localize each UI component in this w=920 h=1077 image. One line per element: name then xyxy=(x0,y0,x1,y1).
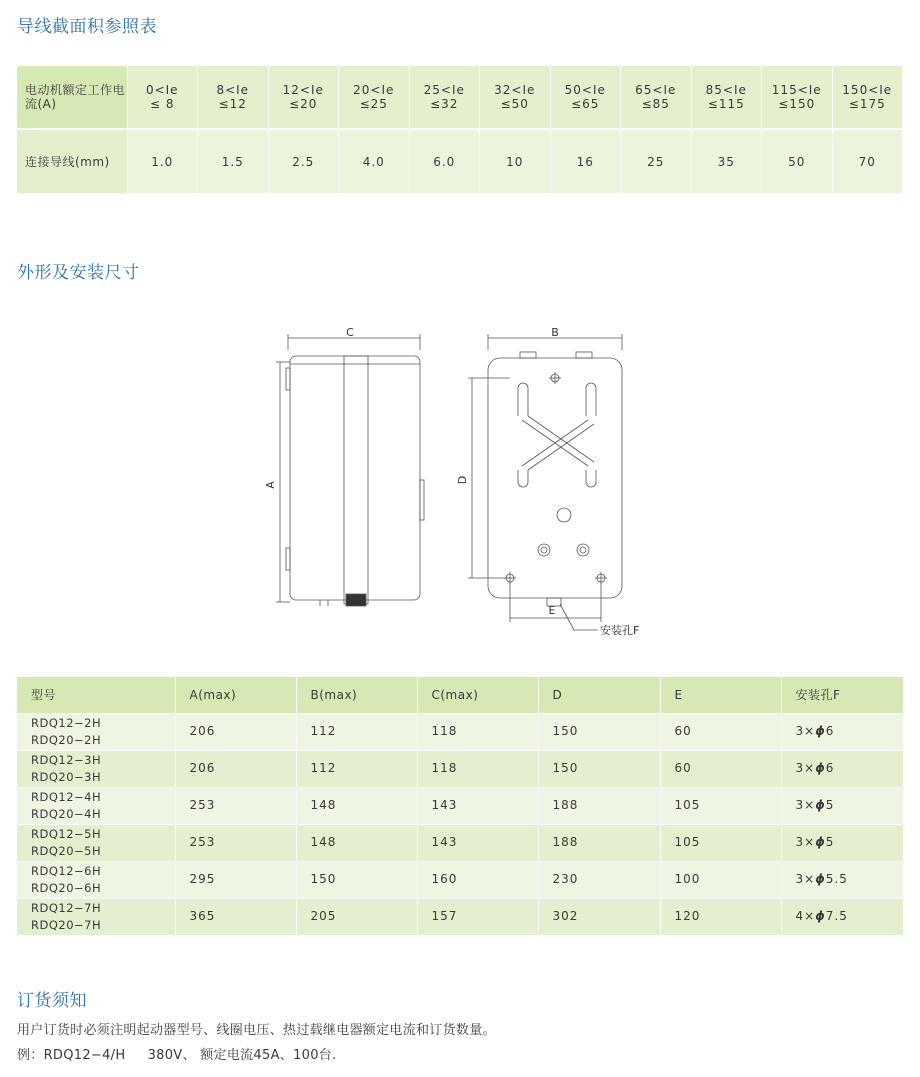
model-cell xyxy=(17,861,175,898)
range-lower: 12<Ie xyxy=(282,83,324,97)
model-name: RDQ12−3H xyxy=(31,752,102,767)
model-cell xyxy=(17,713,175,750)
label-e: E xyxy=(548,604,556,617)
mounting-hole-cell xyxy=(781,824,903,861)
hole-diameter: 6 xyxy=(825,724,835,738)
model-name: RDQ20−3H xyxy=(31,769,102,784)
range-upper: ≤ 8 xyxy=(149,97,175,111)
model-name: RDQ12−7H xyxy=(31,900,102,915)
hole-count: 3× xyxy=(795,798,816,812)
order-note: 用户订货时必须注明起动器型号、线圈电压、热过载继电器额定电流和订货数量。 xyxy=(17,1023,496,1038)
model-name: RDQ20−7H xyxy=(31,917,102,932)
table-row xyxy=(17,787,903,824)
table-row xyxy=(17,750,903,787)
dim-e-cell: 105 xyxy=(660,787,781,824)
dim-a-cell: 253 xyxy=(175,787,296,824)
dim-b-cell: 205 xyxy=(296,898,417,935)
wire-size-cell: 1.5 xyxy=(198,129,269,193)
current-range-cell xyxy=(621,66,692,129)
range-upper: ≤50 xyxy=(500,97,529,111)
current-range-cell xyxy=(268,66,339,129)
current-range-cell xyxy=(409,66,480,129)
hole-diameter: 7.5 xyxy=(825,909,848,924)
range-lower: 8<Ie xyxy=(216,83,250,97)
model-name: RDQ12−6H xyxy=(31,863,102,878)
wire-section-title: 导线截面积参照表 xyxy=(17,17,157,37)
dimension-table-header xyxy=(17,677,903,713)
table-row xyxy=(17,713,903,750)
column-header: 安装孔F xyxy=(781,677,903,713)
model-name: RDQ12−5H xyxy=(31,826,102,841)
current-range-cell xyxy=(480,66,551,129)
column-header: D xyxy=(538,677,660,713)
range-lower: 32<Ie xyxy=(494,83,536,97)
phi-symbol: ϕ xyxy=(815,798,826,812)
dim-e-cell: 100 xyxy=(660,861,781,898)
range-upper: ≤12 xyxy=(218,97,247,111)
current-row-label: 电动机额定工作电流(A) xyxy=(17,66,127,129)
order-section-title: 订货须知 xyxy=(17,991,87,1011)
hole-count: 3× xyxy=(795,724,816,738)
range-lower: 50<Ie xyxy=(564,83,606,97)
phi-symbol: ϕ xyxy=(815,909,826,924)
range-lower: 150<Ie xyxy=(842,83,893,97)
mounting-hole-cell xyxy=(781,898,903,935)
range-upper: ≤65 xyxy=(571,97,600,111)
wire-size-cell: 70 xyxy=(832,129,903,193)
phi-symbol: ϕ xyxy=(815,872,826,886)
range-upper: ≤150 xyxy=(778,97,816,111)
dim-a-cell: 365 xyxy=(175,898,296,935)
dim-b-cell: 150 xyxy=(296,861,417,898)
model-name: RDQ20−6H xyxy=(31,880,102,895)
dim-a-cell: 206 xyxy=(175,713,296,750)
dim-c-cell: 118 xyxy=(417,713,538,750)
dim-c-cell: 143 xyxy=(417,787,538,824)
wire-size-cell: 2.5 xyxy=(268,129,339,193)
range-lower: 0<Ie xyxy=(145,83,179,97)
range-upper: ≤32 xyxy=(430,97,459,111)
dim-c-cell: 160 xyxy=(417,861,538,898)
dim-d-cell: 230 xyxy=(538,861,660,898)
dim-c-cell: 118 xyxy=(417,750,538,787)
current-range-cell xyxy=(762,66,833,129)
range-lower: 25<Ie xyxy=(423,83,465,97)
wire-size-cell: 6.0 xyxy=(409,129,480,193)
dim-c-cell: 143 xyxy=(417,824,538,861)
order-example: 例：RDQ12−4/H 380V、 额定电流45A、100台. xyxy=(17,1048,337,1063)
label-a: A xyxy=(264,481,277,489)
mounting-hole-cell xyxy=(781,787,903,824)
dim-e-cell: 105 xyxy=(660,824,781,861)
wire-row-label: 连接导线(mm) xyxy=(17,129,127,193)
dimension-section-title: 外形及安装尺寸 xyxy=(17,263,140,283)
dim-a-cell: 206 xyxy=(175,750,296,787)
model-cell xyxy=(17,824,175,861)
dim-b-cell: 112 xyxy=(296,750,417,787)
phi-symbol: ϕ xyxy=(815,724,826,738)
wire-size-cell: 4.0 xyxy=(339,129,410,193)
model-name: RDQ12−4H xyxy=(31,789,102,804)
model-cell xyxy=(17,898,175,935)
phi-symbol: ϕ xyxy=(815,835,826,849)
current-range-cell xyxy=(691,66,762,129)
range-upper: ≤115 xyxy=(707,97,745,111)
model-cell xyxy=(17,787,175,824)
table-row xyxy=(17,824,903,861)
range-lower: 65<Ie xyxy=(635,83,677,97)
range-upper: ≤175 xyxy=(848,97,886,111)
model-name: RDQ20−2H xyxy=(31,732,102,747)
current-range-cell xyxy=(339,66,410,129)
dim-b-cell: 112 xyxy=(296,713,417,750)
phi-symbol: ϕ xyxy=(815,761,826,775)
hole-count: 4× xyxy=(795,909,816,924)
range-lower: 20<Ie xyxy=(353,83,395,97)
wire-row xyxy=(17,129,903,193)
model-cell xyxy=(17,750,175,787)
range-upper: ≤25 xyxy=(359,97,388,111)
dim-b-cell: 148 xyxy=(296,824,417,861)
range-lower: 115<Ie xyxy=(771,83,822,97)
column-header: B(max) xyxy=(296,677,417,713)
hole-diameter: 5.5 xyxy=(825,872,848,886)
column-header: A(max) xyxy=(175,677,296,713)
dim-e-cell: 60 xyxy=(660,750,781,787)
dim-a-cell: 253 xyxy=(175,824,296,861)
model-name: RDQ20−5H xyxy=(31,843,102,858)
dimension-diagram xyxy=(260,320,680,650)
column-header: C(max) xyxy=(417,677,538,713)
label-mounting-hole: 安装孔F xyxy=(600,624,640,637)
hole-count: 3× xyxy=(795,872,816,886)
table-row xyxy=(17,898,903,935)
hole-count: 3× xyxy=(795,761,816,775)
dim-d-cell: 302 xyxy=(538,898,660,935)
dim-d-cell: 150 xyxy=(538,750,660,787)
range-upper: ≤85 xyxy=(641,97,670,111)
current-range-cell xyxy=(550,66,621,129)
dim-a-cell: 295 xyxy=(175,861,296,898)
dim-d-cell: 188 xyxy=(538,824,660,861)
current-range-cell xyxy=(832,66,903,129)
dim-d-cell: 188 xyxy=(538,787,660,824)
wire-size-cell: 10 xyxy=(480,129,551,193)
dim-c-cell: 157 xyxy=(417,898,538,935)
mounting-hole-cell xyxy=(781,713,903,750)
dim-d-cell: 150 xyxy=(538,713,660,750)
wire-size-table xyxy=(17,66,903,193)
wire-size-cell: 1.0 xyxy=(127,129,198,193)
column-header: E xyxy=(660,677,781,713)
dim-e-cell: 120 xyxy=(660,898,781,935)
label-c: C xyxy=(346,326,354,339)
wire-size-cell: 35 xyxy=(691,129,762,193)
label-b: B xyxy=(551,326,559,339)
column-header: 型号 xyxy=(17,677,175,713)
current-range-cell xyxy=(198,66,269,129)
table-row xyxy=(17,861,903,898)
range-upper: ≤20 xyxy=(289,97,318,111)
wire-size-cell: 25 xyxy=(621,129,692,193)
current-row xyxy=(17,66,903,129)
dim-e-cell: 60 xyxy=(660,713,781,750)
dim-b-cell: 148 xyxy=(296,787,417,824)
wire-size-cell: 16 xyxy=(550,129,621,193)
dimension-table xyxy=(17,677,904,935)
wire-size-cell: 50 xyxy=(762,129,833,193)
hole-diameter: 6 xyxy=(825,761,835,775)
mounting-hole-cell xyxy=(781,750,903,787)
current-range-cell xyxy=(127,66,198,129)
hole-diameter: 5 xyxy=(825,798,835,812)
mounting-hole-cell xyxy=(781,861,903,898)
model-name: RDQ20−4H xyxy=(31,806,102,821)
label-d: D xyxy=(456,475,469,485)
hole-count: 3× xyxy=(795,835,816,849)
model-name: RDQ12−2H xyxy=(31,715,102,730)
range-lower: 85<Ie xyxy=(705,83,747,97)
hole-diameter: 5 xyxy=(825,835,835,849)
